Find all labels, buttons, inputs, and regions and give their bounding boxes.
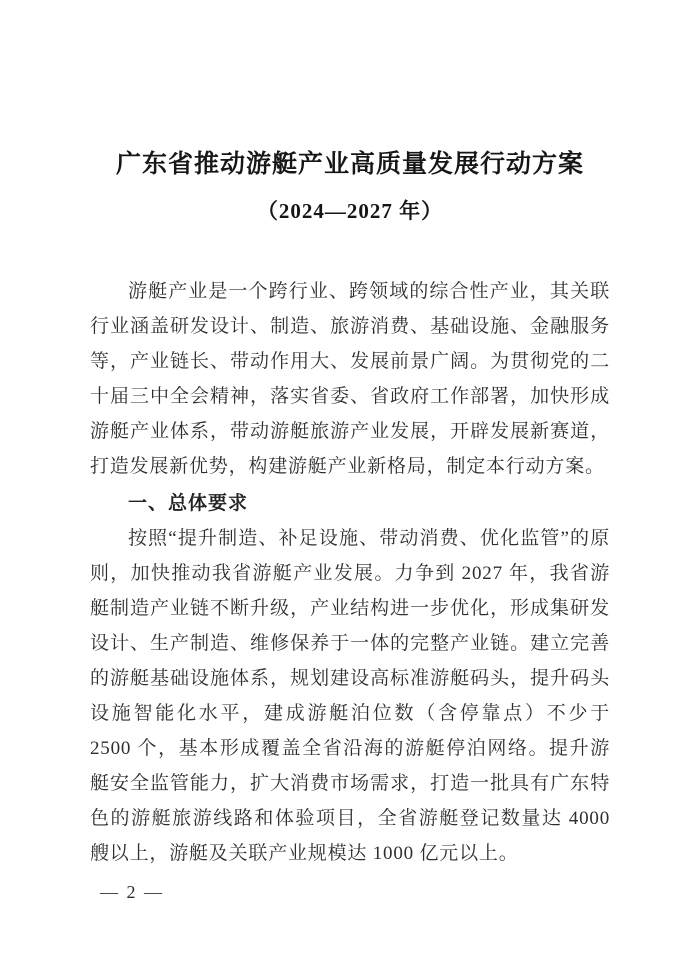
page-number: — 2 — xyxy=(100,882,164,902)
document-subtitle: （2024—2027 年） xyxy=(256,199,444,223)
section-1-heading: 一、总体要求 xyxy=(128,493,249,514)
document-title: 广东省推动游艇产业高质量发展行动方案 xyxy=(115,151,584,178)
section-1-body-paragraph: 按照“提升制造、补足设施、带动消费、优化监管”的原则，加快推动我省游艇产业发展。力争到 2027 年，我省游艇制造产业链不断升级，产业结构进一步优化，形成集研发设计、生产制造、维修保养于一体的完整产业链。建立完善的游艇基础设施体系，规划建设高标准游艇码头，提升码头设施智能化水平，建成游艇泊位数（含停靠点）不少于 2500 个，基本形成覆盖全省沿海的游艇停泊网络。提升游艇安全监管能力，扩大消费市场需求，打造一批具有广东特色的游艇旅游线路和体验项目，全省游艇登记数量达 4000 艘以上，游艇及关联产业规模达 1000 亿元以上。 xyxy=(90,528,610,864)
intro-paragraph: 游艇产业是一个跨行业、跨领域的综合性产业，其关联行业涵盖研发设计、制造、旅游消费、基础设施、金融服务等，产业链长、带动作用大、发展前景广阔。为贯彻党的二十届三中全会精神，落实省委、省政府工作部署，加快形成游艇产业体系，带动游艇旅游产业发展，开辟发展新赛道，打造发展新优势，构建游艇产业新格局，制定本行动方案。 xyxy=(90,281,610,477)
